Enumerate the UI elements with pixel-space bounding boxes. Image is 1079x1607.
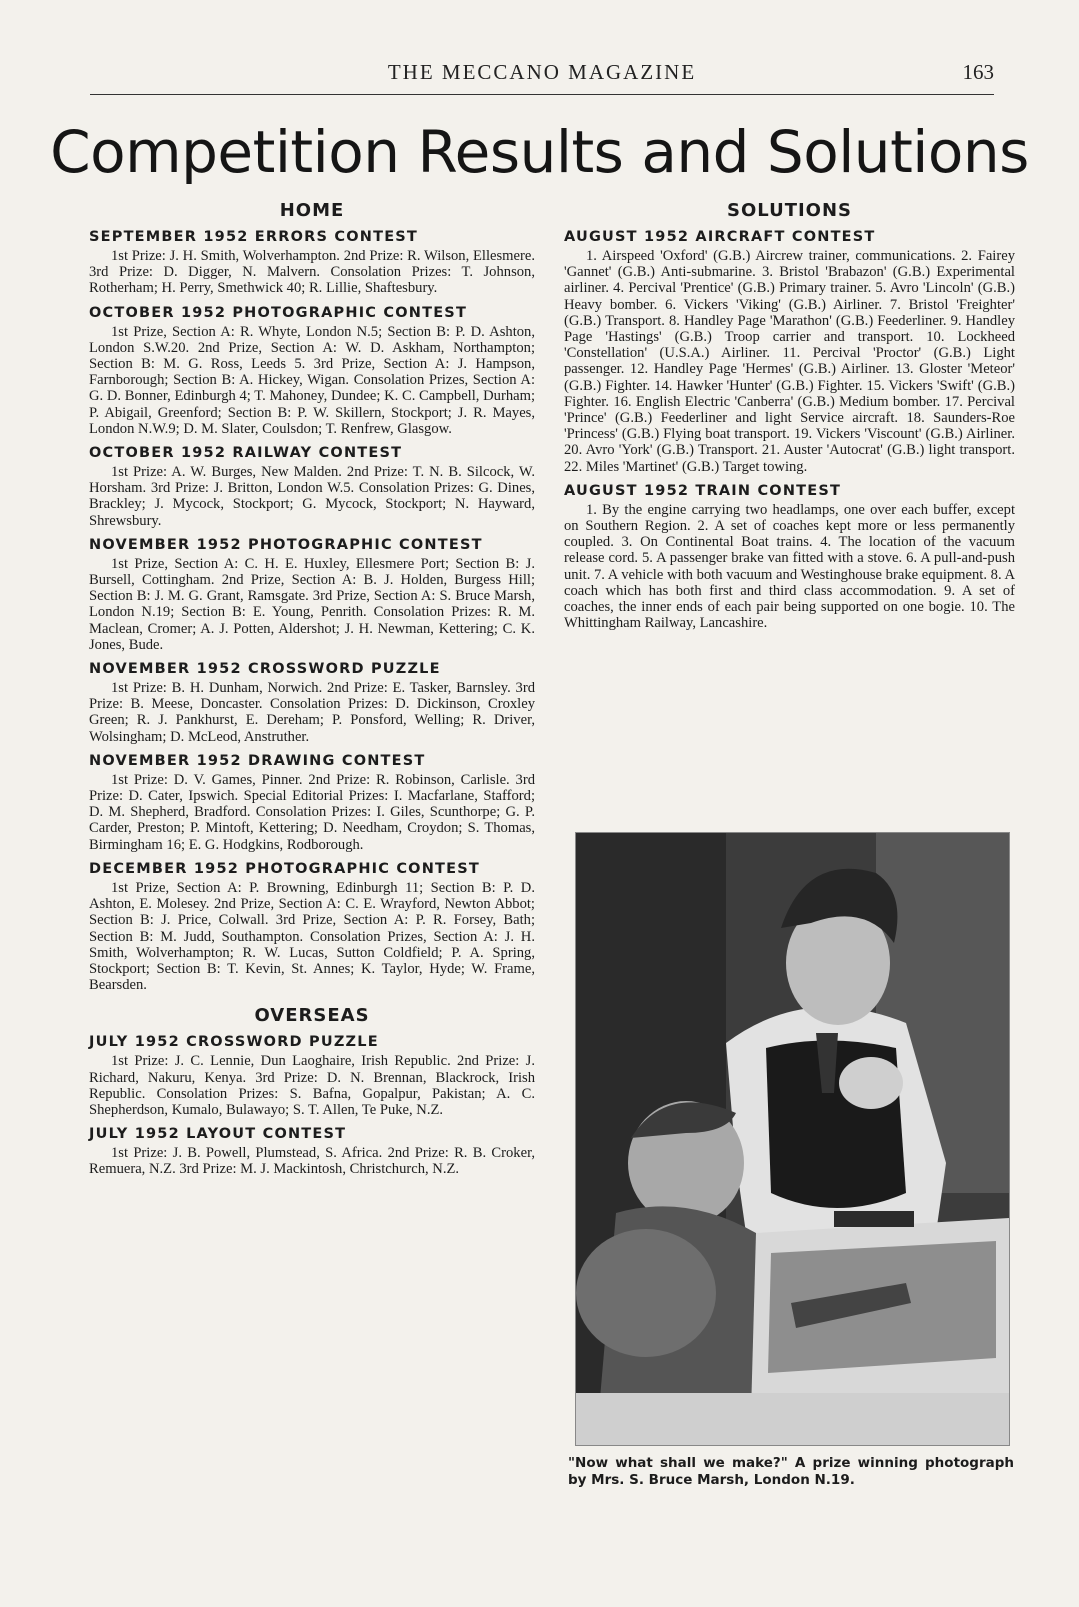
magazine-name: THE MECCANO MAGAZINE	[387, 60, 697, 84]
home-heading: HOME	[279, 200, 345, 221]
contest-block	[89, 537, 535, 653]
overseas-heading: OVERSEAS	[254, 1005, 370, 1027]
contest-block	[89, 1126, 535, 1177]
contest-solutions: 1. Airspeed 'Oxford' (G.B.) Aircrew trainer, communications. 2. Fairey 'Gannet' (G.B.) Anti-submarine. 3. Bristol 'Brabazon' (G.B.) Experimental airliner. 4. Percival 'Prentice' (G.B.) Primary trainer. 5. Avro 'Lincoln' (G.B.) Heavy bomber. 6. Vickers 'Viking' (G.B.) Airliner. 7. Bristol 'Freighter' (G.B.) Transport. 8. Handley Page 'Marathon' (G.B.) Feederliner. 9. Handley Page 'Hastings' (G.B.) Troop carrier and transport. 10. Lockheed 'Constellation' (U.S.A.) Airliner. 11. Percival 'Proctor' (G.B.) Light passenger. 12. Handley Page 'Hermes' (G.B.) Airliner. 13. Gloster 'Meteor' (G.B.) Fighter. 14. Hawker 'Hunter' (G.B.) Fighter. 15. Vickers 'Swift' (G.B.) Fighter. 16. English Electric 'Canberra' (G.B.) Medium bomber. 17. Percival 'Prince' (G.B.) Feederliner and light Service aircraft. 18. Saunders-Roe 'Princess' (G.B.) Flying boat transport. 19. Vickers 'Viscount' (G.B.) Airliner. 20. Avro 'York' (G.B.) Transport. 21. Auster 'Autocrat' (G.B.) light transport. 22. Miles 'Martinet' (G.B.) Target towing.	[564, 248, 1015, 475]
contest-heading: NOVEMBER 1952 CROSSWORD PUZZLE	[89, 661, 441, 678]
contest-results: 1st Prize: J. C. Lennie, Dun Laoghaire, Irish Republic. 2nd Prize: J. Richard, Nakuru, Kenya. 3rd Prize: D. N. Brennan, Blackrock, Irish Republic. Consolation Prizes: S. Bafna, Gopalpur, Pakistan; A. C. Shepherdson, Kumalo, Bulawayo; S. T. Allen, Te Puke, N.Z.	[89, 1053, 535, 1118]
contest-heading: OCTOBER 1952 RAILWAY CONTEST	[89, 445, 403, 462]
photo-caption: "Now what shall we make?" A prize winning photograph by Mrs. S. Bruce Marsh, London N.19.	[568, 1455, 1014, 1488]
contest-heading: NOVEMBER 1952 PHOTOGRAPHIC CONTEST	[89, 536, 483, 553]
contest-block	[89, 1034, 535, 1118]
box-lid-piece	[834, 1211, 914, 1227]
page-title: Competition Results and Solutions	[50, 118, 1029, 186]
contest-results: 1st Prize: J. B. Powell, Plumstead, S. Africa. 2nd Prize: R. B. Croker, Remuera, N.Z. 3rd Prize: M. J. Mackintosh, Christchurch, N.Z.	[89, 1145, 535, 1178]
contest-block	[89, 753, 535, 853]
contest-results: 1st Prize: J. H. Smith, Wolverhampton. 2nd Prize: R. Wilson, Ellesmere. 3rd Prize: D. Digger, N. Malvern. Consolation Prizes: T. Johnson, Rotherham; H. Perry, Smethwick 40; R. Lillie, Shaftesbury.	[89, 248, 535, 297]
contest-results: 1st Prize: D. V. Games, Pinner. 2nd Prize: R. Robinson, Carlisle. 3rd Prize: D. Cater, Ipswich. Special Editorial Prizes: I. Macfarlane, Stafford; D. M. Shepherd, Bradford. Consolation Prizes: I. Giles, Scunthorpe; G. P. Carder, Preston; P. Mintoft, Kettering; D. Needham, Croydon; S. Thomas, Birmingham 16; E. G. Hodgkins, Rodborough.	[89, 771, 535, 853]
hands	[839, 1057, 903, 1109]
contest-results: 1st Prize, Section A: P. Browning, Edinburgh 11; Section B: P. D. Ashton, E. Molesey. 2nd Prize, Section A: C. E. Wrayford, Newton Abbot; Section B: J. Price, Colwall. 3rd Prize, Section A: P. R. Forsey, Bath; Section B: M. Judd, Southampton. Consolation Prizes, Section A: J. H. Smith, Wolverhampton; R. W. Lucas, Sutton Coldfield; P. A. Spring, Stockport; Section B: T. Kevin, St. Annes; K. Taylor, Hyde; W. Frame, Bearsden.	[89, 879, 535, 994]
contest-heading: AUGUST 1952 TRAIN CONTEST	[564, 482, 842, 499]
page-number: 163	[962, 60, 994, 84]
photograph-illustration	[576, 833, 1009, 1445]
contest-block	[89, 305, 535, 437]
prize-photograph	[575, 832, 1010, 1446]
table-top	[576, 1393, 1009, 1445]
contest-block	[89, 861, 535, 993]
contest-heading: JULY 1952 LAYOUT CONTEST	[89, 1126, 347, 1143]
contest-block	[89, 229, 535, 297]
contest-block	[89, 661, 535, 745]
contest-heading: NOVEMBER 1952 DRAWING CONTEST	[89, 752, 426, 769]
solution-block	[564, 483, 1015, 632]
left-column	[89, 200, 535, 1186]
contest-results: 1st Prize: B. H. Dunham, Norwich. 2nd Prize: E. Tasker, Barnsley. 3rd Prize: B. Meese, Doncaster. Consolation Prizes: D. Dickinson, Croxley Green; R. J. Pankhurst, E. Dereham; P. Ponsford, Welling; R. Driver, Wolsingham; D. McLeod, Anstruther.	[89, 680, 535, 745]
contest-heading: AUGUST 1952 AIRCRAFT CONTEST	[564, 229, 876, 245]
contest-solutions: 1. By the engine carrying two headlamps, one over each buffer, except on Southern Region. 2. A set of coaches kept more or less permanently coupled. 3. On Continental Boat trains. 4. The location of the vacuum release cord. 5. A passenger brake van fitted with a stove. 6. A pull-and-push unit. 7. A vehicle with both vacuum and Westinghouse brake equipment. 8. A coach which has both first and third class accommodation. 9. A set of coaches, the inner ends of each pair being supported on one bogie. 10. The Whittingham Railway, Lancashire.	[564, 501, 1015, 632]
running-header	[90, 58, 994, 95]
solutions-heading: SOLUTIONS	[726, 200, 852, 221]
contest-heading: JULY 1952 CROSSWORD PUZZLE	[89, 1034, 379, 1051]
contest-heading: DECEMBER 1952 PHOTOGRAPHIC CONTEST	[89, 860, 480, 877]
contest-block	[89, 445, 535, 529]
contest-heading: OCTOBER 1952 PHOTOGRAPHIC CONTEST	[89, 304, 468, 321]
solution-block	[564, 229, 1015, 475]
right-column	[564, 200, 1015, 639]
contest-results: 1st Prize, Section A: C. H. E. Huxley, Ellesmere Port; Section B: J. Bursell, Cottingham. 2nd Prize, Section A: B. J. Holden, Burgess Hill; Section B: J. M. G. Grant, Ramsgate. 3rd Prize, Section A: S. Bruce Marsh, London N.19; Section B: E. Young, Penrith. Consolation Prizes: R. M. Maclean, Cromer; A. J. Potten, Aldershot; J. H. Newman, Kettering; C. K. Jones, Bude.	[89, 555, 535, 653]
contest-heading: SEPTEMBER 1952 ERRORS CONTEST	[89, 229, 419, 245]
contest-results: 1st Prize: A. W. Burges, New Malden. 2nd Prize: T. N. B. Silcock, W. Horsham. 3rd Prize: J. Britton, London W.5. Consolation Prizes: G. Dines, Brackley; J. Mycock, Stockport; G. Mycock, Stockport; N. Hayward, Shrewsbury.	[89, 464, 535, 529]
foreground-child-head	[576, 1229, 716, 1357]
contest-results: 1st Prize, Section A: R. Whyte, London N.5; Section B: P. D. Ashton, London S.W.20. 2nd Prize, Section A: W. D. Askham, Northampton; Section B: M. G. Ross, Leeds 5. 3rd Prize, Section A: J. Hampson, Farnborough; Section B: A. Hickey, Wigan. Consolation Prizes, Section A: G. D. Bonner, Edinburgh 4; T. Mahoney, Dundee; K. C. Campbell, Durham; P. Abigail, Greenford; Section B: P. W. Skillern, Stockport; J. R. Mayes, London N.W.9; D. M. Slater, Coulsdon; T. Renfrew, Glasgow.	[89, 323, 535, 437]
